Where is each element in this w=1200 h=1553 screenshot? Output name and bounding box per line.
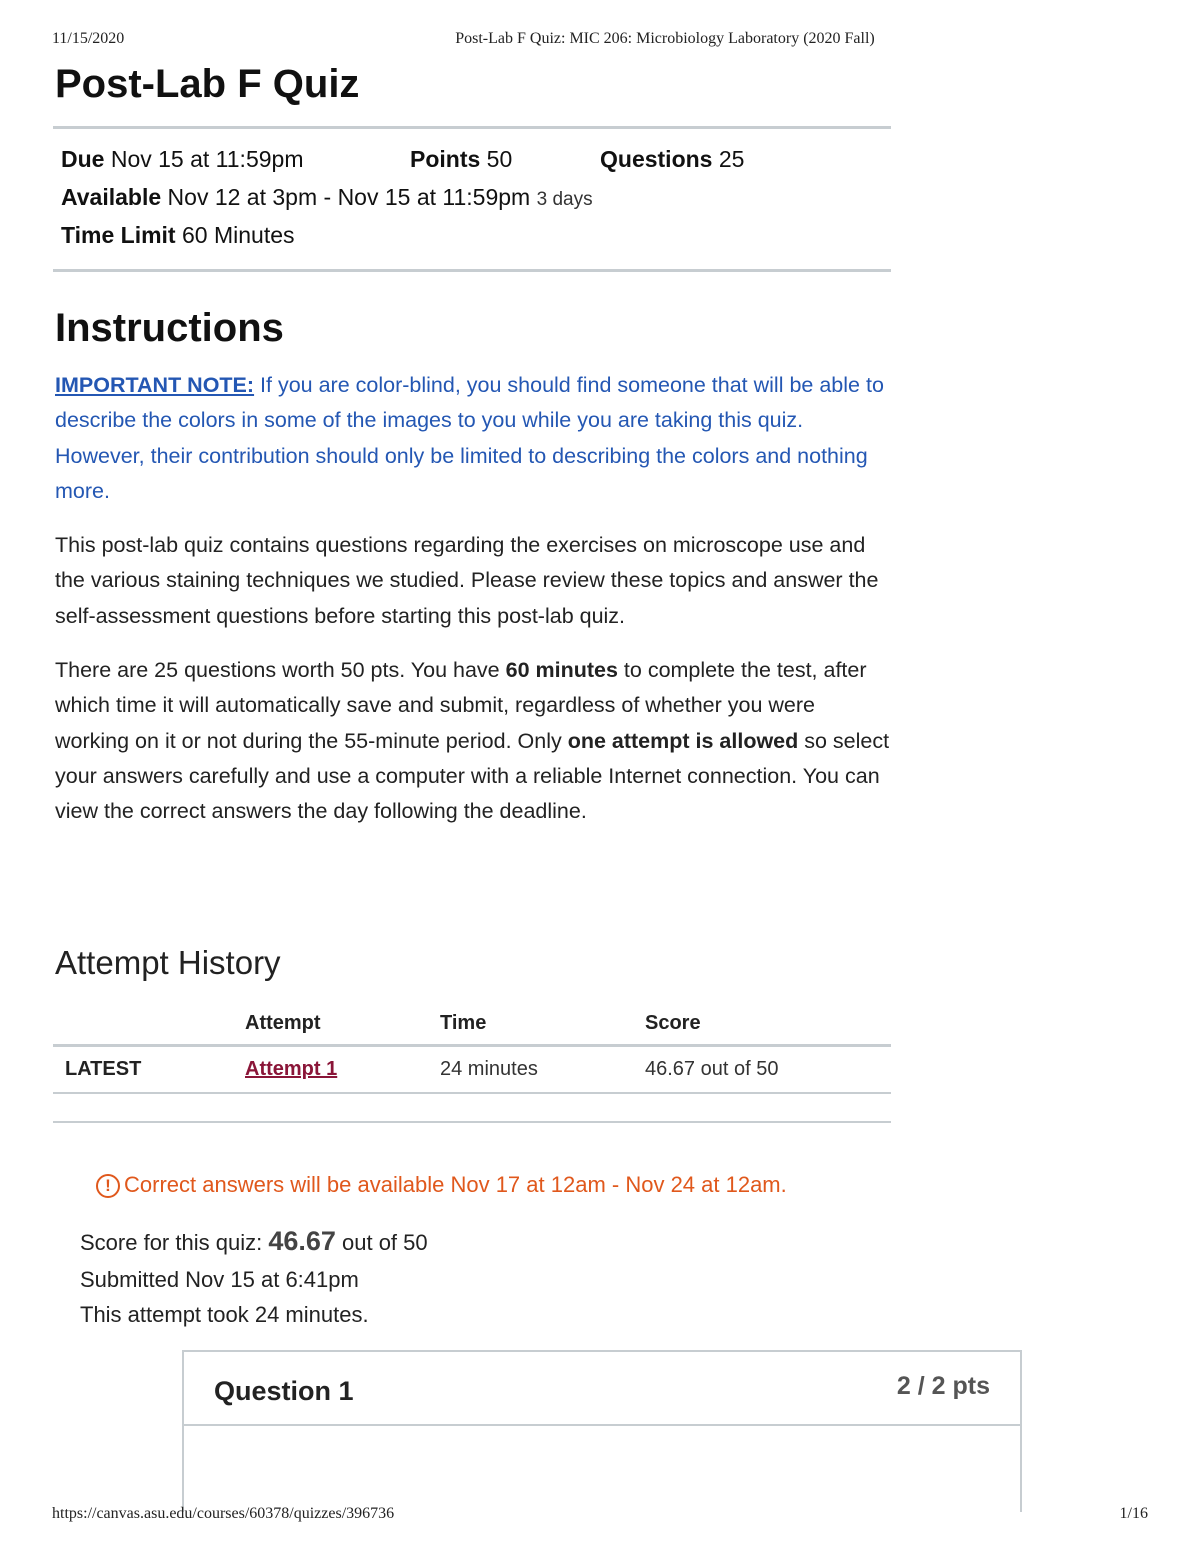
important-note — [55, 368, 895, 509]
attempt-score: 46.67 out of 50 — [645, 1046, 891, 1094]
para3-text-a: There are 25 questions worth 50 pts. You have — [55, 658, 506, 682]
table-header-row — [53, 1002, 891, 1046]
important-note-link[interactable]: IMPORTANT NOTE: — [55, 373, 255, 397]
warning-circle-icon: ! — [96, 1174, 120, 1198]
time-limit-label: Time Limit — [61, 222, 176, 248]
print-page-title: Post-Lab F Quiz: MIC 206: Microbiology Laboratory (2020 Fall) — [455, 30, 875, 47]
meta-divider — [53, 269, 891, 272]
correct-answers-notice — [96, 1172, 787, 1198]
attempt-history-heading: Attempt History — [55, 944, 281, 981]
attempt-status: LATEST — [53, 1046, 245, 1094]
score-value: 46.67 — [268, 1226, 336, 1256]
submitted-time: Submitted Nov 15 at 6:41pm — [80, 1267, 359, 1292]
instructions-heading: Instructions — [55, 306, 284, 350]
available-duration: 3 days — [536, 189, 593, 210]
time-limit-value: 60 Minutes — [182, 222, 295, 248]
points-label: Points — [410, 146, 481, 172]
instructions-paragraph-3 — [55, 653, 895, 829]
score-suffix: out of 50 — [335, 1230, 428, 1255]
question-points: 2 / 2 pts — [896, 1372, 990, 1400]
column-header-label — [53, 1002, 245, 1046]
quiz-score — [80, 1226, 428, 1257]
question-card — [182, 1350, 1022, 1512]
attempt-cell — [245, 1046, 440, 1094]
print-page-number: 1/16 — [1119, 1505, 1148, 1522]
question-title: Question 1 — [214, 1376, 354, 1406]
question-header — [184, 1352, 1020, 1426]
para3-text-e: so select your answers carefully and use a computer with a reliable Internet connection. You can view the correct answers the day following the deadline. — [55, 728, 890, 824]
history-divider — [53, 1121, 891, 1123]
quiz-title: Post-Lab F Quiz — [55, 62, 360, 106]
notice-text: Correct answers will be available Nov 17 at 12am - Nov 24 at 12am. — [124, 1172, 787, 1197]
questions-value: 25 — [718, 146, 745, 172]
attempt-time: 24 minutes — [440, 1046, 645, 1094]
table-row — [53, 1046, 891, 1094]
available-label: Available — [61, 184, 162, 210]
available-value: Nov 12 at 3pm - Nov 15 at 11:59pm — [167, 184, 531, 210]
column-header-score: Score — [645, 1002, 891, 1046]
points-info — [410, 146, 512, 173]
attempt-history-table — [53, 1002, 891, 1094]
due-label: Due — [61, 146, 105, 172]
score-prefix: Score for this quiz: — [80, 1230, 269, 1255]
para3-bold-minutes: 60 minutes — [505, 658, 618, 682]
available-info — [61, 184, 593, 211]
para3-text-c: to complete the test, after which time it will automatically save and submit, regardless of whether you were working on it or not during the 55-minute period. Only — [55, 658, 867, 753]
attempt-1-link[interactable]: Attempt 1 — [245, 1058, 338, 1080]
column-header-time: Time — [440, 1002, 645, 1046]
important-note-text: If you are color-blind, you should find someone that will be able to describe the colors in some of the images to you while you are taking this quiz. However, their contribution should only be limited to describing the colors and nothing more. — [55, 373, 884, 503]
questions-label: Questions — [600, 146, 713, 172]
due-info — [61, 146, 303, 173]
attempt-duration: This attempt took 24 minutes. — [80, 1302, 369, 1327]
column-header-attempt: Attempt — [245, 1002, 440, 1046]
title-divider — [53, 126, 891, 129]
time-limit-info — [61, 222, 295, 249]
para3-bold-one-attempt: one attempt is allowed — [567, 728, 799, 753]
print-url: https://canvas.asu.edu/courses/60378/quizzes/396736 — [52, 1505, 395, 1522]
due-value: Nov 15 at 11:59pm — [110, 146, 304, 172]
questions-info — [600, 146, 744, 173]
instructions-paragraph-2: This post-lab quiz contains questions regarding the exercises on microscope use and the various staining techniques we studied. Please review these topics and answer the self-assessment questions before starting this post-lab quiz. — [55, 533, 879, 628]
print-date: 11/15/2020 — [52, 30, 125, 47]
points-value: 50 — [486, 146, 513, 172]
